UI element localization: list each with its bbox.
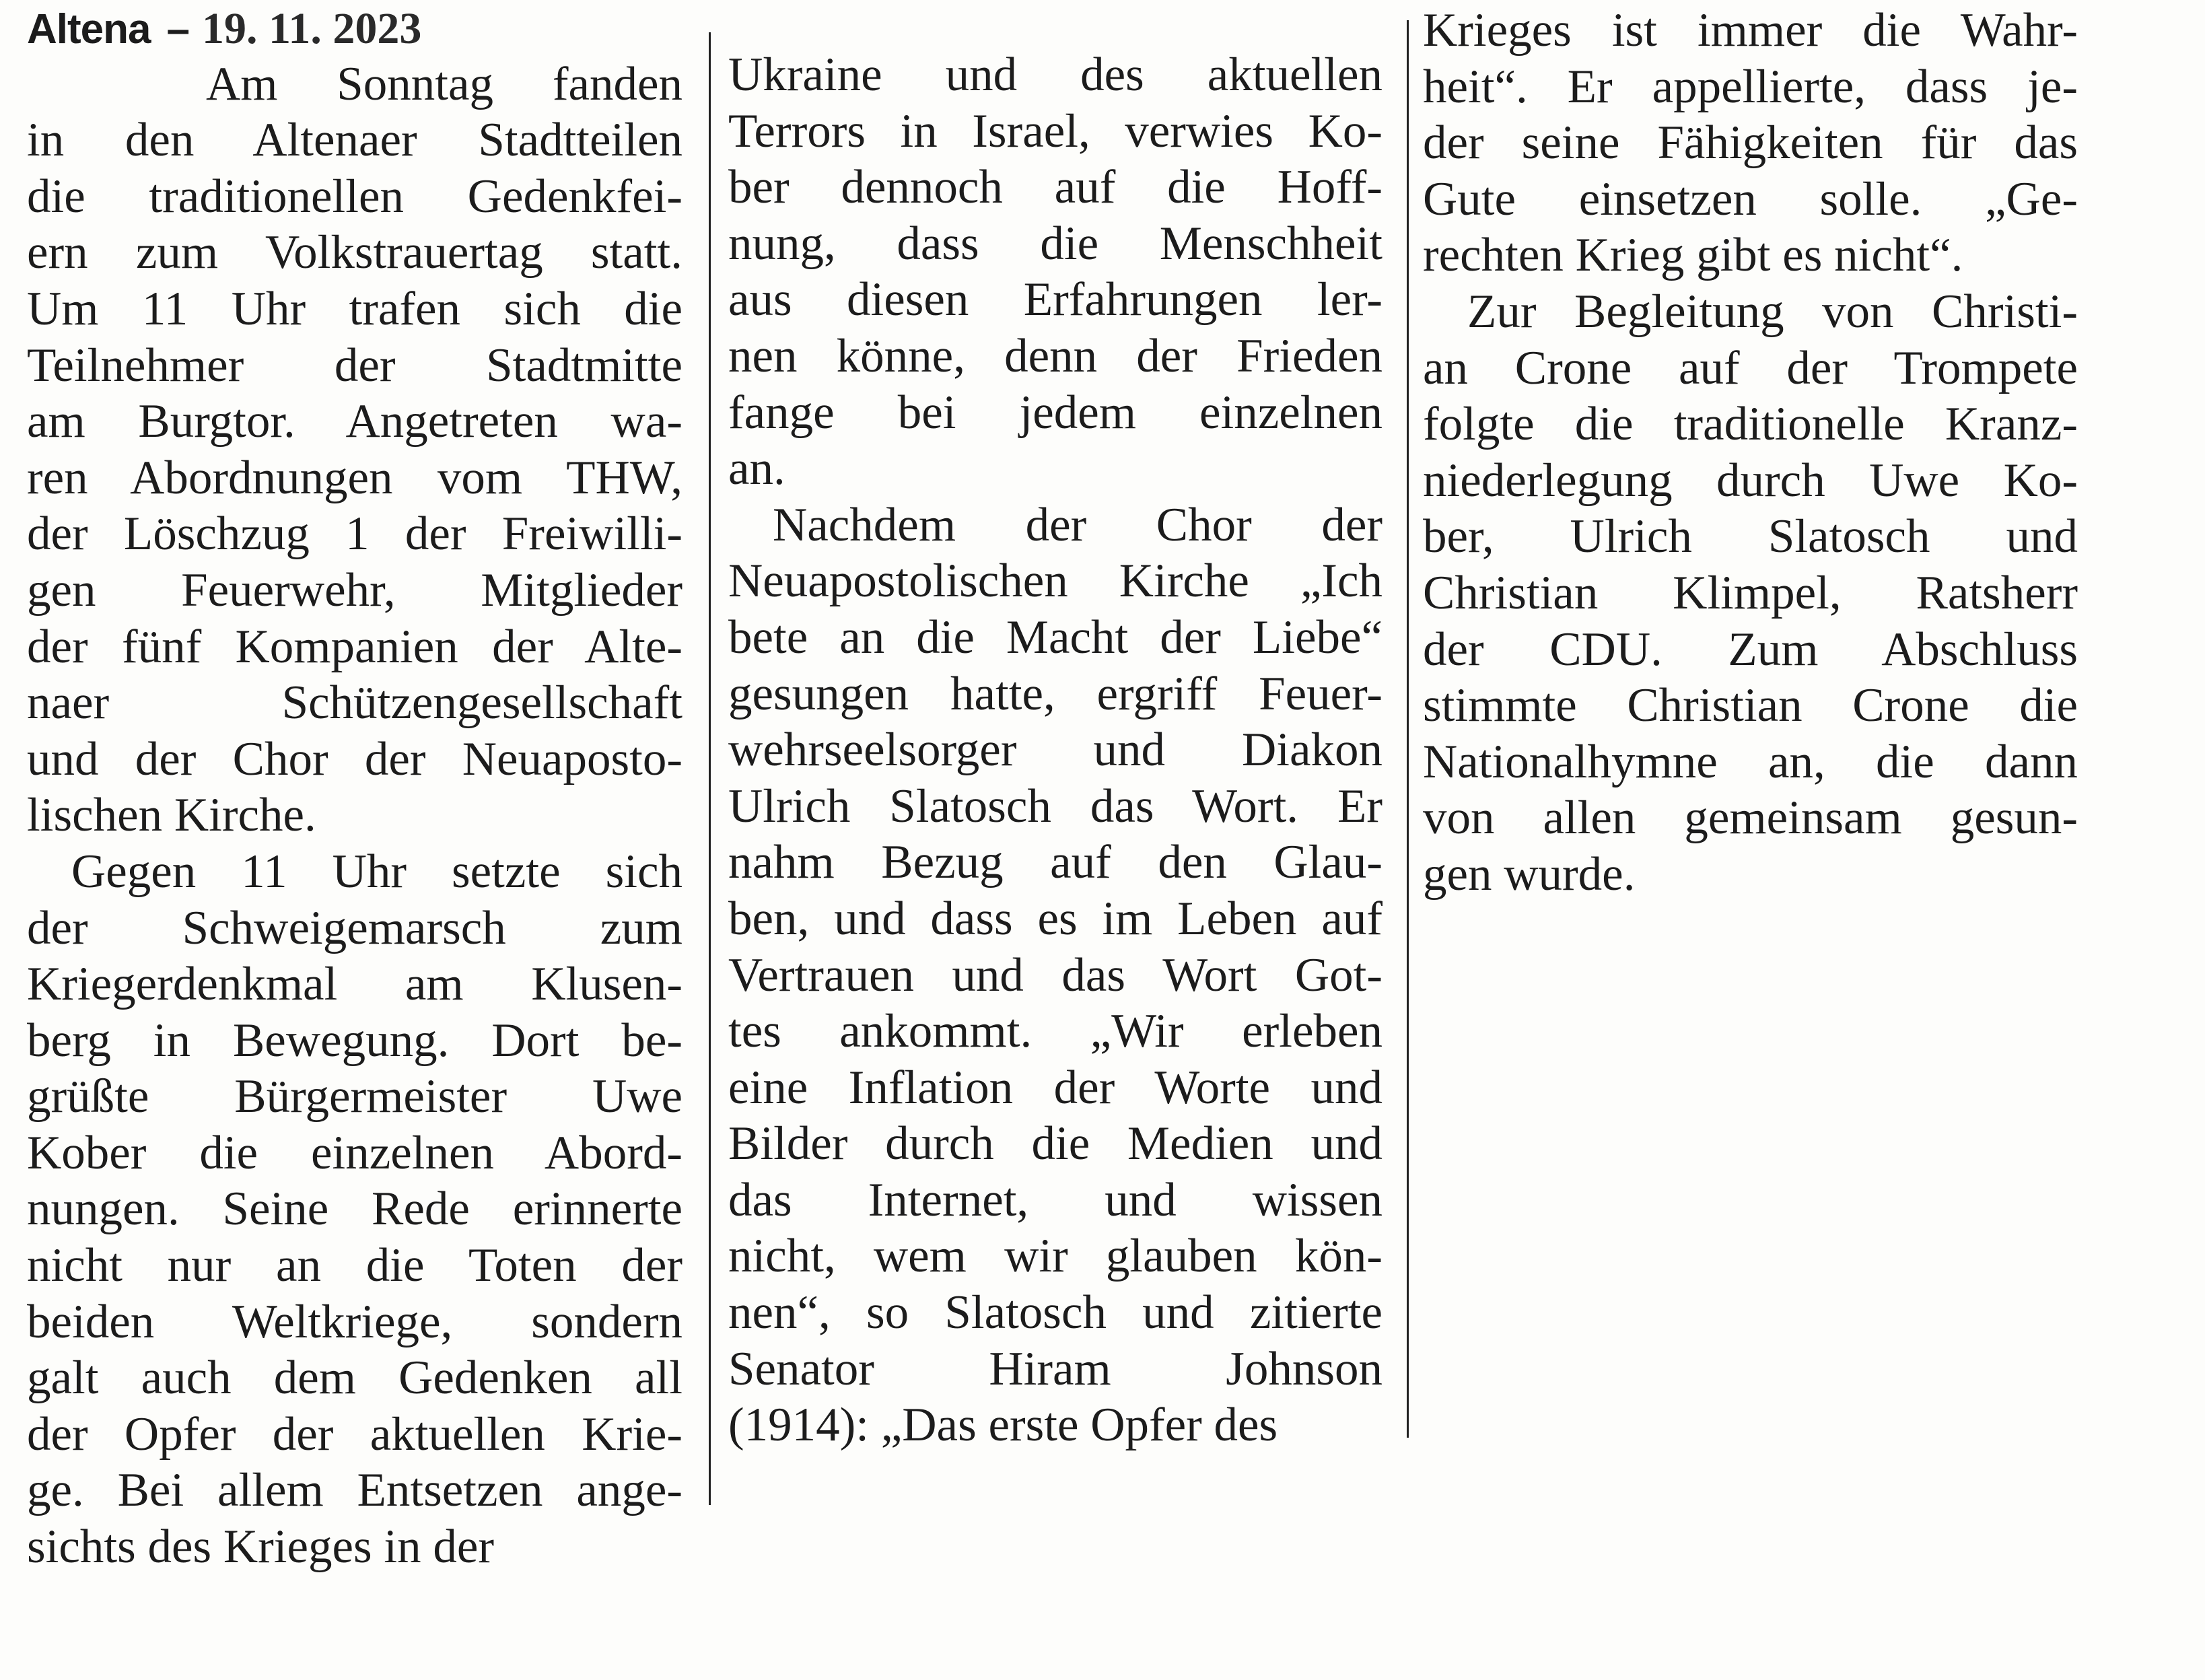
article-paragraph	[728, 497, 1382, 1454]
article-paragraph	[728, 47, 1382, 497]
text-line: fange bei jedem einzelnen	[728, 386, 1382, 439]
text-line: Zur Begleitung von Christi-	[1467, 285, 2078, 338]
text-line: Kober die einzelnen Abord-	[27, 1126, 682, 1179]
text-line: Senator Hiram Johnson	[728, 1342, 1382, 1395]
text-line: grüßte Bürgermeister Uwe	[27, 1070, 682, 1123]
column-body	[728, 47, 1382, 1454]
text-line: folgte die traditionelle Kranz-	[1423, 398, 2078, 451]
text-line: gen Feuerwehr, Mitglieder	[27, 563, 682, 617]
text-line: Am Sonntag fanden	[206, 57, 682, 110]
text-line: Um 11 Uhr trafen sich die	[27, 282, 682, 335]
text-line: (1914): „Das erste Opfer des	[728, 1399, 1278, 1452]
column-body	[1423, 3, 2078, 903]
text-line: ern zum Volkstrauertag statt.	[27, 226, 682, 279]
text-line: galt auch dem Gedenken all	[27, 1352, 682, 1405]
column-rule-right	[1407, 20, 1409, 1438]
article-column-2	[728, 0, 1382, 1454]
text-line: der fünf Kompanien der Alte-	[27, 620, 682, 673]
text-line: Nationalhymne an, die dann	[1423, 735, 2078, 788]
text-line: nicht, wem wir glauben kön-	[728, 1230, 1382, 1283]
text-line: der Opfer der aktuellen Krie-	[27, 1407, 682, 1461]
text-line: Bilder durch die Medien und	[728, 1117, 1382, 1170]
text-line: in den Altenaer Stadtteilen	[27, 114, 682, 167]
text-line: nungen. Seine Rede erinnerte	[27, 1183, 682, 1236]
text-line: Gegen 11 Uhr setzte sich	[71, 845, 682, 898]
article-paragraph	[27, 57, 682, 844]
text-line: aus diesen Erfahrungen ler-	[728, 273, 1382, 326]
dateline-date: 19. 11. 2023	[201, 4, 422, 53]
text-line: an Crone auf der Trompete	[1423, 341, 2078, 394]
text-line: Nachdem der Chor der	[773, 498, 1382, 551]
text-line: ber, Ulrich Slatosch und	[1423, 510, 2078, 563]
column-rule-left	[709, 32, 711, 1505]
text-line: berg in Bewegung. Dort be-	[27, 1014, 682, 1067]
column-body	[27, 57, 682, 1576]
text-line: ber dennoch auf die Hoff-	[728, 161, 1382, 214]
text-line: Neuapostolischen Kirche „Ich	[728, 555, 1382, 608]
text-line: von allen gemeinsam gesun-	[1423, 792, 2078, 845]
text-line: rechten Krieg gibt es nicht“.	[1423, 229, 1963, 282]
text-line: Christian Klimpel, Ratsherr	[1423, 566, 2078, 619]
article-column-1	[27, 0, 682, 1576]
text-line: und der Chor der Neuaposto-	[27, 732, 682, 785]
dateline-place: Altena	[27, 6, 151, 53]
dateline	[27, 0, 682, 57]
text-line: Ukraine und des aktuellen	[728, 48, 1382, 101]
text-line: Teilnehmer der Stadtmitte	[27, 339, 682, 392]
text-line: an.	[728, 442, 785, 495]
text-line: Ulrich Slatosch das Wort. Er	[728, 779, 1382, 833]
text-line: der Löschzug 1 der Freiwilli-	[27, 508, 682, 561]
text-line: heit“. Er appellierte, dass je-	[1423, 60, 2078, 113]
text-line: der Schweigemarsch zum	[27, 901, 682, 954]
article-column-3	[1423, 0, 2078, 903]
article-paragraph	[1423, 3, 2078, 284]
text-line: die traditionellen Gedenkfei-	[27, 170, 682, 223]
text-line: gesungen hatte, ergriff Feuer-	[728, 667, 1382, 720]
text-line: nahm Bezug auf den Glau-	[728, 836, 1382, 889]
text-line: wehrseelsorger und Diakon	[728, 724, 1382, 777]
text-line: Kriegerdenkmal am Klusen-	[27, 958, 682, 1011]
text-line: ren Abordnungen vom THW,	[27, 451, 682, 504]
text-line: Vertrauen und das Wort Got-	[728, 948, 1382, 1002]
article-paragraph	[27, 844, 682, 1576]
text-line: sichts des Krieges in der	[27, 1520, 495, 1574]
text-line: naer Schützengesellschaft	[27, 676, 682, 730]
text-line: beiden Weltkriege, sondern	[27, 1295, 682, 1348]
article-paragraph	[1423, 284, 2078, 903]
text-line: nung, dass die Menschheit	[728, 217, 1382, 270]
text-line: ben, und dass es im Leben auf	[728, 892, 1382, 945]
text-line: lischen Kirche.	[27, 789, 316, 842]
text-line: eine Inflation der Worte und	[728, 1061, 1382, 1114]
text-line: das Internet, und wissen	[728, 1173, 1382, 1226]
text-line: am Burgtor. Angetreten wa-	[27, 395, 682, 448]
text-line: niederlegung durch Uwe Ko-	[1423, 454, 2078, 507]
text-line: Terrors in Israel, verwies Ko-	[728, 104, 1382, 158]
text-line: der seine Fähigkeiten für das	[1423, 116, 2078, 170]
text-line: ge. Bei allem Entsetzen ange-	[27, 1464, 682, 1517]
text-line: bete an die Macht der Liebe“	[728, 610, 1382, 664]
text-line: gen wurde.	[1423, 847, 1636, 901]
text-line: Krieges ist immer die Wahr-	[1423, 4, 2078, 57]
text-line: nicht nur an die Toten der	[27, 1239, 682, 1292]
text-line: nen“, so Slatosch und zitierte	[728, 1286, 1382, 1339]
text-line: stimmte Christian Crone die	[1423, 679, 2078, 732]
dateline-separator: –	[166, 6, 190, 53]
text-line: der CDU. Zum Abschluss	[1423, 623, 2078, 676]
text-line: nen könne, denn der Frieden	[728, 329, 1382, 382]
text-line: Gute einsetzen solle. „Ge-	[1423, 172, 2078, 225]
text-line: tes ankommt. „Wir erleben	[728, 1005, 1382, 1058]
